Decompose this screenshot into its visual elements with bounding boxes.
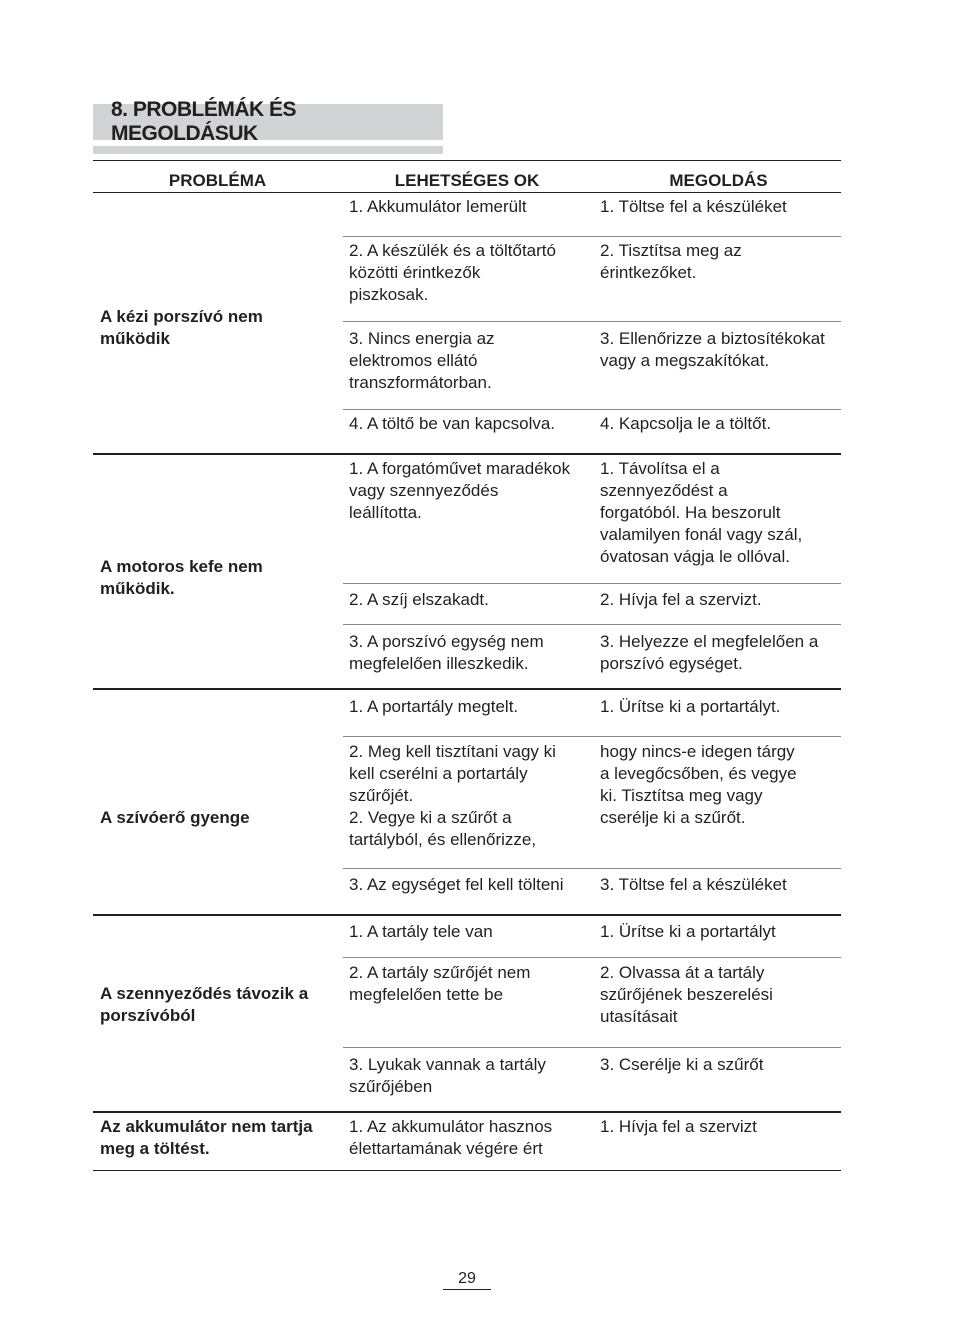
cause-text: 1. A forgatóművet maradékok vagy szennyeződés leállította. <box>349 459 571 522</box>
solution-text: 2. Tisztítsa meg az érintkezőket. <box>600 241 742 282</box>
solution-text: 1. Ürítse ki a portartályt <box>600 922 776 941</box>
group-separator <box>93 688 841 690</box>
row-separator <box>343 583 841 584</box>
group-separator <box>93 453 841 455</box>
solution-text: 1. Ürítse ki a portartályt. <box>600 697 781 716</box>
header-rule <box>93 192 841 193</box>
cause-text: 2. A készülék és a töltőtartó közötti érintkezők piszkosak. <box>349 241 556 304</box>
row-separator <box>343 868 841 869</box>
cause-text: 2. A tartály szűrőjét nem megfelelően tette be <box>349 963 531 1004</box>
page-number: 29 <box>458 1270 476 1287</box>
row-separator <box>343 624 841 625</box>
problem-label: Az akkumulátor nem tartja meg a töltést. <box>100 1117 313 1158</box>
solution-text: 3. Töltse fel a készüléket <box>600 875 787 894</box>
cause-text: 3. A porszívó egység nem megfelelően illeszkedik. <box>349 632 544 673</box>
solution-text: 2. Olvassa át a tartály szűrőjének beszerelési utasításait <box>600 963 773 1026</box>
row-separator <box>343 957 841 958</box>
cause-text: 3. Lyukak vannak a tartály szűrőjében <box>349 1055 546 1096</box>
solution-text: 1. Hívja fel a szervizt <box>600 1117 757 1136</box>
row-separator <box>343 1047 841 1048</box>
cause-text: 3. Az egységet fel kell tölteni <box>349 875 564 894</box>
table-top-rule <box>93 160 841 161</box>
solution-text: 3. Cserélje ki a szűrőt <box>600 1055 764 1074</box>
solution-text: 4. Kapcsolja le a töltőt. <box>600 414 772 433</box>
cause-text: 1. Akkumulátor lemerült <box>349 197 527 216</box>
group-separator <box>93 914 841 916</box>
cause-text: 1. A tartály tele van <box>349 922 493 941</box>
group-separator <box>93 1111 841 1113</box>
row-separator <box>343 321 841 322</box>
cause-text: 2. Meg kell tisztítani vagy ki kell cserélni a portartály szűrőjét. 2. Vegye ki a szűrőt a tartályból, és ellenőrizze, <box>349 742 556 849</box>
row-separator <box>343 736 841 737</box>
header-problem: PROBLÉMA <box>168 171 267 190</box>
header-solution: MEGOLDÁS <box>669 171 768 190</box>
problem-label: A szennyeződés távozik a porszívóból <box>100 984 309 1025</box>
solution-text: 1. Töltse fel a készüléket <box>600 197 787 216</box>
cause-text: 4. A töltő be van kapcsolva. <box>349 414 556 433</box>
problem-label: A kézi porszívó nem működik <box>100 307 263 348</box>
solution-text: 3. Ellenőrizze a biztosítékokat vagy a megszakítókat. <box>600 329 825 370</box>
page-number-underline <box>443 1289 491 1290</box>
row-separator <box>343 409 841 410</box>
header-cause: LEHETSÉGES OK <box>394 171 540 190</box>
solution-text: 2. Hívja fel a szervizt. <box>600 590 762 609</box>
cause-text: 3. Nincs energia az elektromos ellátó transzformátorban. <box>349 329 495 392</box>
row-separator <box>343 236 841 237</box>
section-title: 8. PROBLÉMÁK ÉS MEGOLDÁSUK <box>93 104 443 140</box>
cause-text: 1. Az akkumulátor hasznos élettartamának végére ért <box>349 1117 553 1158</box>
solution-text: 3. Helyezze el megfelelően a porszívó egységet. <box>600 632 819 673</box>
solution-text: hogy nincs-e idegen tárgy a levegőcsőben, és vegye ki. Tisztítsa meg vagy cserélje ki a szűrőt. <box>600 742 797 827</box>
cause-text: 1. A portartály megtelt. <box>349 697 519 716</box>
cause-text: 2. A szíj elszakadt. <box>349 590 489 609</box>
solution-text: 1. Távolítsa el a szennyeződést a forgatóból. Ha beszorult valamilyen fonál vagy szál, óvatosan vágja le ollóval. <box>600 459 803 566</box>
group-separator <box>93 1170 841 1171</box>
problem-label: A szívóerő gyenge <box>100 808 250 827</box>
problem-label: A motoros kefe nem működik. <box>100 557 263 598</box>
title-underline-bar <box>93 146 443 154</box>
